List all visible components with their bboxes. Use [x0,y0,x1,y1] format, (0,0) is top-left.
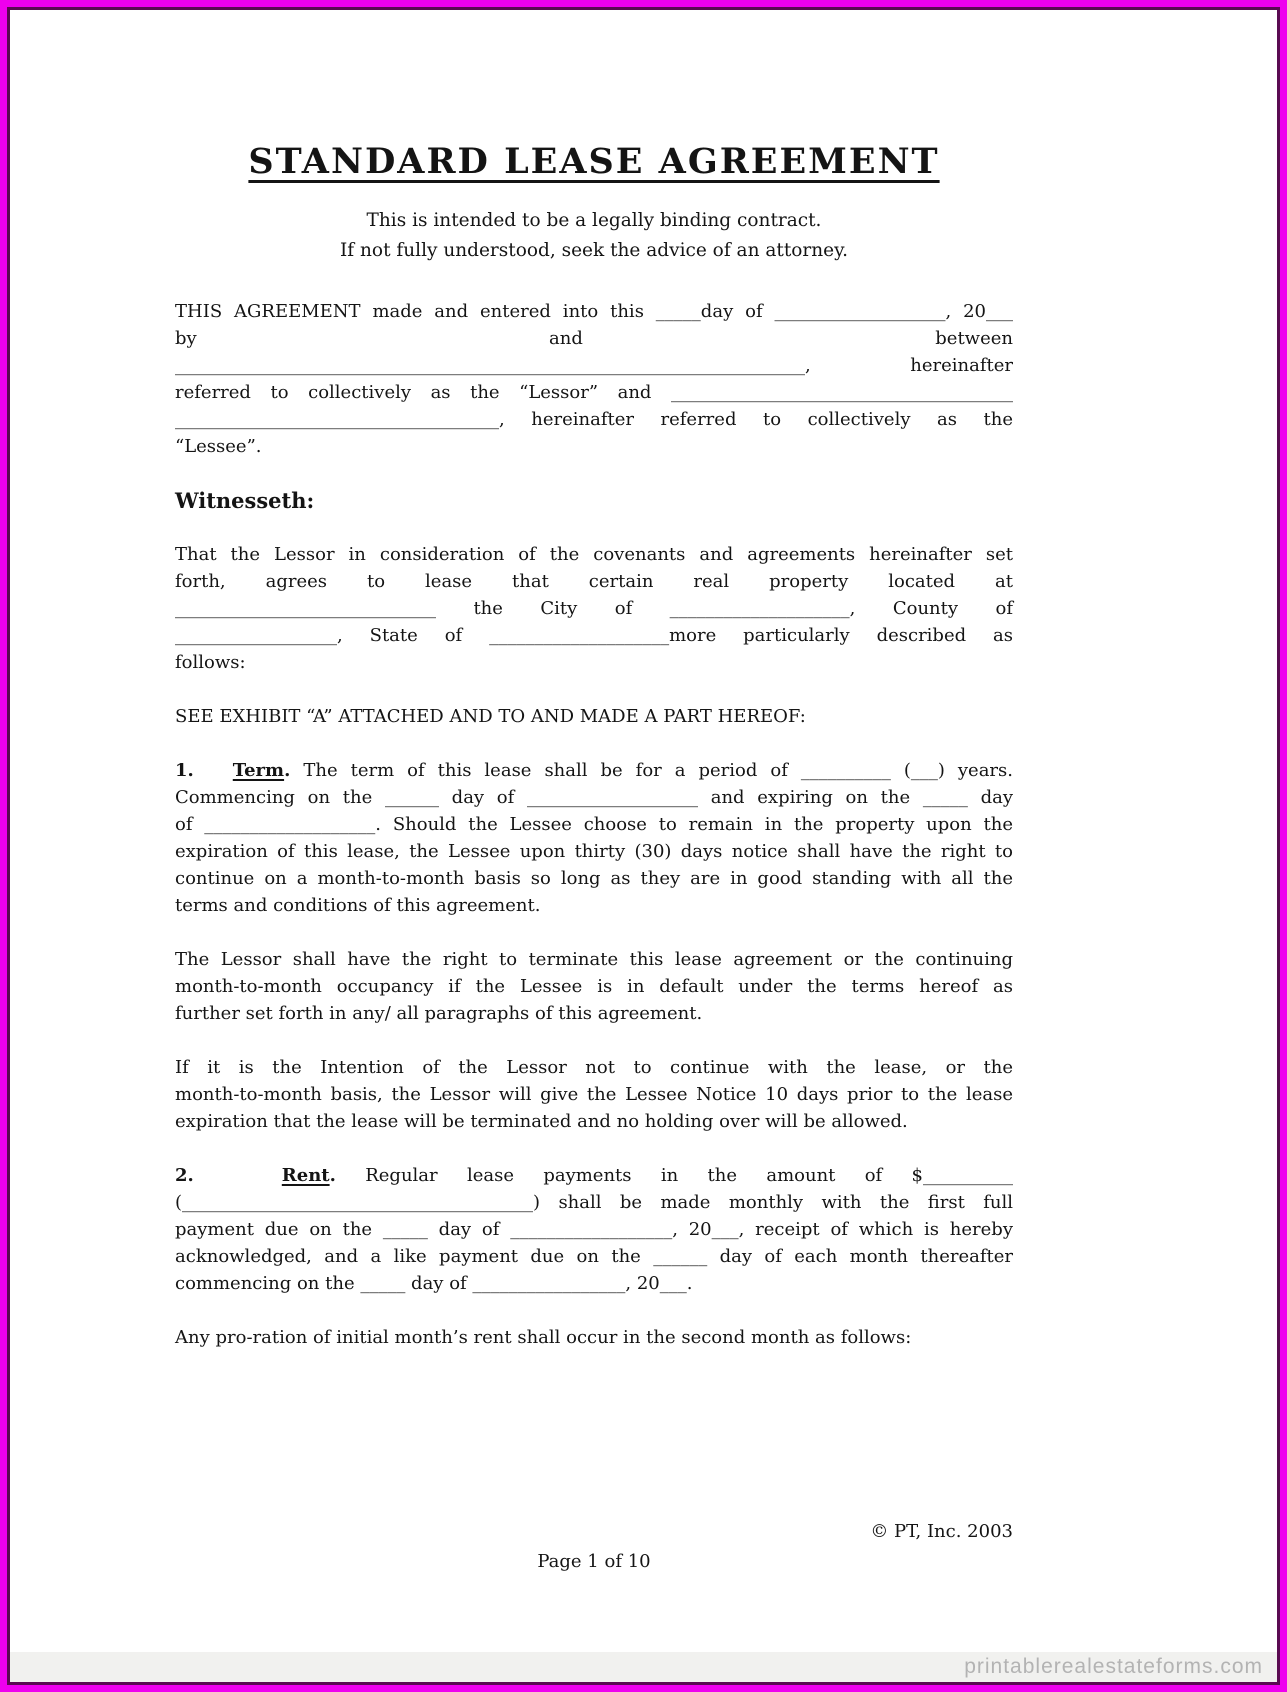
text-line: acknowledged, and a like payment due on the ______ day of each month thereafter [175,1246,1013,1267]
text-line: month-to-month basis, the Lessor will give the Lessee Notice 10 days prior to the lease [175,1084,1013,1105]
paragraph-rent [175,1162,1013,1297]
text-line: Commencing on the ______ day of ___________________ and expiring on the _____ day [175,787,1013,808]
text-line: referred to collectively as the “Lessor” and ______________________________________ [175,382,1013,403]
text-line: month-to-month occupancy if the Lessee is in default under the terms hereof as [175,976,1013,997]
text-run: Regular lease payments in the amount of $__________ [335,1165,1014,1186]
page-number: Page 1 of 10 [537,1551,651,1572]
text-line: payment due on the _____ day of __________________, 20___, receipt of which is hereby [175,1219,1013,1240]
subtitle-line: This is intended to be a legally binding contract. [366,210,822,231]
text-line: further set forth in any/ all paragraphs of this agreement. [175,1003,703,1024]
text-run: . [329,1165,336,1186]
text-run: . [284,760,291,781]
paragraph-intro [175,298,1013,460]
document-title: STANDARD LEASE AGREEMENT [248,141,940,182]
watermark-text: printablerealestateforms.com [964,1655,1263,1678]
text-run: 2. [175,1165,194,1186]
text-line: “Lessee”. [175,436,262,457]
paragraph-proration [175,1324,1013,1351]
text-line: __________________, State of ____________________more particularly described as [175,625,1013,646]
copyright-notice: © PT, Inc. 2003 [870,1521,1013,1542]
text-run [194,760,233,781]
text-line: (_______________________________________) shall be made monthly with the first full [175,1192,1013,1213]
subtitle-line: If not fully understood, seek the advice of an attorney. [339,240,848,261]
text-line: follows: [175,652,246,673]
paragraph-exhibit [175,703,1013,730]
text-line: That the Lessor in consideration of the covenants and agreements hereinafter set [175,544,1013,565]
text-line: commencing on the _____ day of _________________, 20___. [175,1273,693,1294]
text-line: expiration of this lease, the Lessee upon thirty (30) days notice shall have the right to [175,841,1013,862]
text-run: Rent [281,1165,330,1186]
text-line: _____________________________ the City of ____________________, County of [175,598,1013,619]
text-line [175,1162,1013,1189]
text-run: Term [232,760,285,781]
page-inner-frame [7,7,1280,1685]
paragraph-intention [175,1054,1013,1135]
text-line: forth, agrees to lease that certain real property located at [175,571,1013,592]
text-run [194,1165,282,1186]
text-line: If it is the Intention of the Lessor not to continue with the lease, or the [175,1057,1013,1078]
text-run: 1. [175,760,194,781]
paragraph-witnesseth [175,541,1013,676]
text-line: ____________________________________, hereinafter referred to collectively as the [175,409,1013,430]
text-run: The term of this lease shall be for a period of __________ (___) years. [290,760,1013,781]
text-line: terms and conditions of this agreement. [175,895,541,916]
text-line: The Lessor shall have the right to terminate this lease agreement or the continuing [175,949,1013,970]
watermark-strip [10,1652,1277,1682]
text-line: of ___________________. Should the Lessee choose to remain in the property upon the [175,814,1013,835]
document-content [175,10,1013,1378]
paragraph-terminate [175,946,1013,1027]
witnesseth-heading: Witnesseth: [175,488,315,513]
paragraph-term [175,757,1013,919]
text-line: by and between [175,328,1013,349]
text-line: expiration that the lease will be terminated and no holding over will be allowed. [175,1111,908,1132]
exhibit-line: SEE EXHIBIT “A” ATTACHED AND TO AND MADE A PART HEREOF: [175,706,806,727]
document-subtitle [175,206,1013,266]
text-line [175,757,1013,784]
text-line: THIS AGREEMENT made and entered into this _____day of ___________________, 20___ [175,301,1013,322]
text-line: continue on a month-to-month basis so long as they are in good standing with all the [175,868,1013,889]
proration-line: Any pro-ration of initial month’s rent shall occur in the second month as follows: [175,1327,912,1348]
text-line: ______________________________________________________________________, hereinafter [175,355,1013,376]
